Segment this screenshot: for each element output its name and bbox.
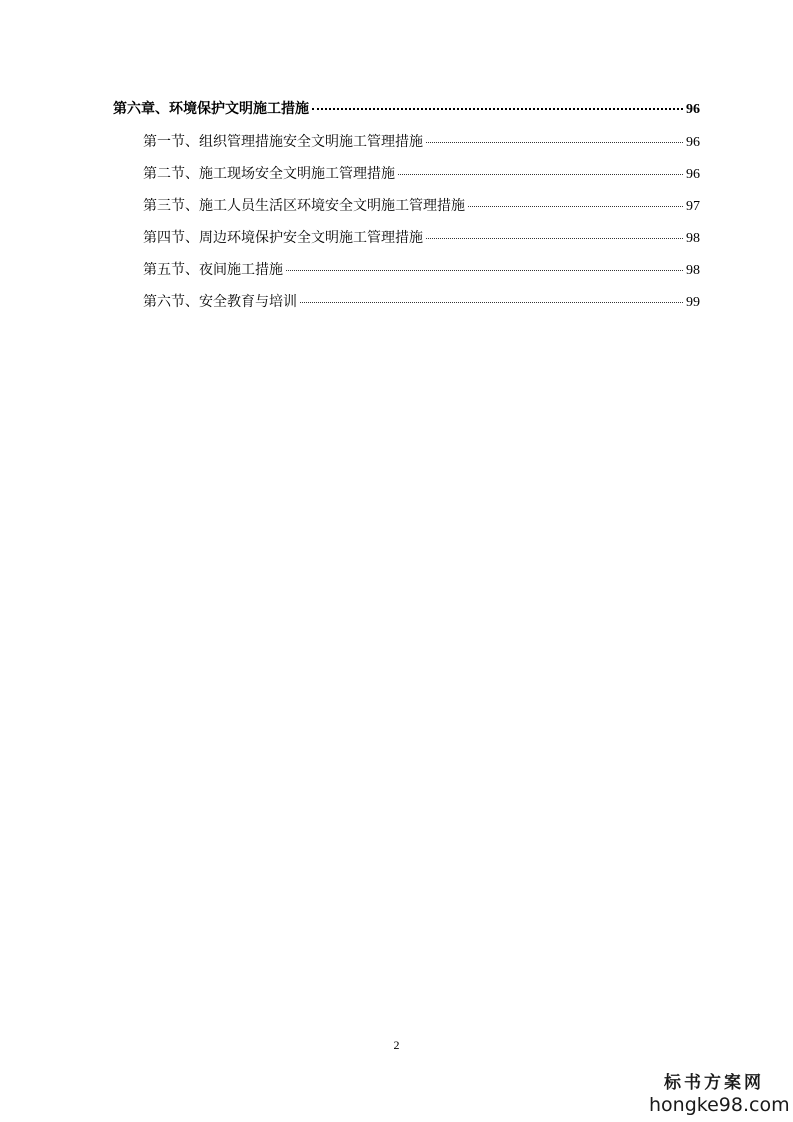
toc-section-page: 96 xyxy=(686,167,700,182)
toc-section-title: 第五节、夜间施工措施 xyxy=(143,262,283,278)
toc-leader-dots xyxy=(398,174,683,175)
watermark-logo xyxy=(649,1072,790,1116)
toc-section-entry[interactable] xyxy=(143,229,700,248)
toc-chapter-title: 第六章、环境保护文明施工措施 xyxy=(113,101,309,117)
toc-section-entry[interactable] xyxy=(143,165,700,184)
toc-section-entry[interactable] xyxy=(143,293,700,312)
toc-section-page: 97 xyxy=(686,199,700,214)
watermark-site-name: 标书方案网 xyxy=(664,1073,764,1093)
toc-section-title: 第四节、周边环境保护安全文明施工管理措施 xyxy=(143,230,423,246)
toc-section-title: 第二节、施工现场安全文明施工管理措施 xyxy=(143,166,395,182)
page-number: 2 xyxy=(393,1038,400,1052)
toc-chapter-entry[interactable] xyxy=(113,100,700,119)
toc-leader-dots xyxy=(426,142,683,143)
toc-section-entry[interactable] xyxy=(143,133,700,152)
toc-section-page: 98 xyxy=(686,263,700,278)
toc-section-title: 第一节、组织管理措施安全文明施工管理措施 xyxy=(143,134,423,150)
toc-leader-dots xyxy=(426,238,683,239)
toc-section-title: 第六节、安全教育与培训 xyxy=(143,294,297,310)
toc-section-title: 第三节、施工人员生活区环境安全文明施工管理措施 xyxy=(143,198,465,214)
watermark-url: hongke98.com xyxy=(649,1094,790,1116)
toc-leader-dots xyxy=(286,270,683,271)
toc-leader-dots xyxy=(468,206,683,207)
toc-section-entry[interactable] xyxy=(143,261,700,280)
toc-leader-dots xyxy=(300,302,683,303)
toc-section-page: 98 xyxy=(686,231,700,246)
toc-section-entry[interactable] xyxy=(143,197,700,216)
toc-section-page: 96 xyxy=(686,135,700,150)
toc-chapter-page: 96 xyxy=(686,102,700,117)
toc-section-page: 99 xyxy=(686,295,700,310)
toc-leader-dots xyxy=(312,108,683,110)
